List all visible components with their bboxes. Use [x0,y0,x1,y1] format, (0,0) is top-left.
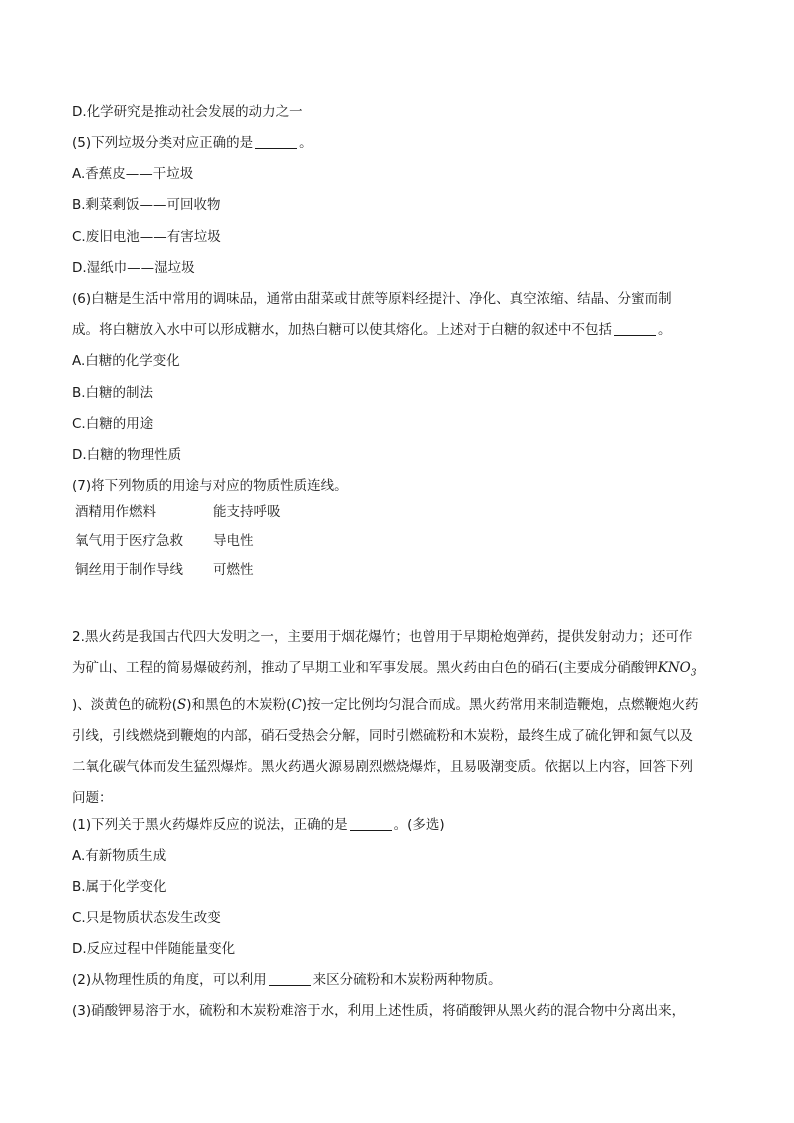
q2-intro-line6: 问题： [72,789,113,806]
q6-option-c: C.白糖的用途 [72,416,154,432]
answer-blank[interactable] [255,134,297,149]
q7-use-2[interactable]: 氧气用于医疗急救 [75,533,183,549]
q2-sub1-stem: (1)下列关于黑火药爆炸反应的说法，正确的是 。(多选) [72,817,445,833]
q6-stem-line1: (6)白糖是生活中常用的调味品，通常由甜菜或甘蔗等原料经提汁、净化、真空浓缩、结晶、分蜜而制 [72,291,672,307]
q2-intro-line1: 2.黑火药是我国古代四大发明之一，主要用于烟花爆竹；也曾用于早期枪炮弹药，提供发射动力；还可作 [72,629,693,645]
q6-option-a: A.白糖的化学变化 [72,353,180,369]
q2-intro-line4: 引线，引线燃烧到鞭炮的内部，硝石受热会分解，同时引燃硫粉和木炭粉，最终生成了硫化钾和氮气以及 [72,727,693,744]
carbon-symbol: C [291,696,302,713]
q2-intro-line2: 为矿山、工程的简易爆破药剂，推动了早期工业和军事发展。黑火药由白色的硝石(主要成分硝酸钾$KNO_3$ [72,660,697,679]
kno3-formula: $KNO_3$ [657,660,697,679]
q2-sub2-stem: (2)从物理性质的角度，可以利用 来区分硫粉和木炭粉两种物质。 [72,972,502,988]
q2-intro-line3: )、淡黄色的硫粉(S)和黑色的木炭粉(C)按一定比例均匀混合而成。黑火药常用来制造鞭炮，点燃鞭炮火药 [72,696,699,713]
q5-option-a: A.香蕉皮——干垃圾 [72,166,194,182]
q5-option-c: C.废旧电池——有害垃圾 [72,229,221,245]
q5-stem: (5)下列垃圾分类对应正确的是 。 [72,135,313,151]
q2-sub1-option-a: A.有新物质生成 [72,848,167,864]
q6-option-b: B.白糖的制法 [72,385,154,401]
q7-use-3[interactable]: 铜丝用于制作导线 [75,562,183,578]
q2-sub3-stem: (3)硝酸钾易溶于水，硫粉和木炭粉难溶于水，利用上述性质，将硝酸钾从黑火药的混合物中分离出来， [72,1003,686,1019]
q6-option-d: D.白糖的物理性质 [72,447,182,463]
q7-property-1[interactable]: 能支持呼吸 [213,504,281,520]
q2-sub1-option-c: C.只是物质状态发生改变 [72,910,221,926]
answer-blank[interactable] [614,321,656,336]
q5-option-b: B.剩菜剩饭——可回收物 [72,197,221,213]
q7-use-1[interactable]: 酒精用作燃料 [75,504,156,520]
q7-property-3[interactable]: 可燃性 [213,562,254,578]
sulfur-symbol: S [177,696,187,713]
q2-sub1-option-b: B.属于化学变化 [72,879,167,895]
answer-blank[interactable] [350,816,392,831]
q6-stem-line2: 成。将白糖放入水中可以形成糖水，加热白糖可以使其熔化。上述对于白糖的叙述中不包括 。 [72,322,672,338]
q5-option-d: D.湿纸巾——湿垃圾 [72,260,195,276]
q7-property-2[interactable]: 导电性 [213,533,254,549]
q2-intro-paragraph [72,622,722,814]
q2-sub1-option-d: D.反应过程中伴随能量变化 [72,941,236,957]
q7-stem: (7)将下列物质的用途与对应的物质性质连线。 [72,478,348,494]
q1-option-d-text: D.化学研究是推动社会发展的动力之一 [72,104,303,120]
q2-intro-line5: 二氧化碳气体而发生猛烈爆炸。黑火药遇火源易剧烈燃烧爆炸，且易吸潮变质。依据以上内容，回答下列 [72,758,693,775]
answer-blank[interactable] [269,971,311,986]
